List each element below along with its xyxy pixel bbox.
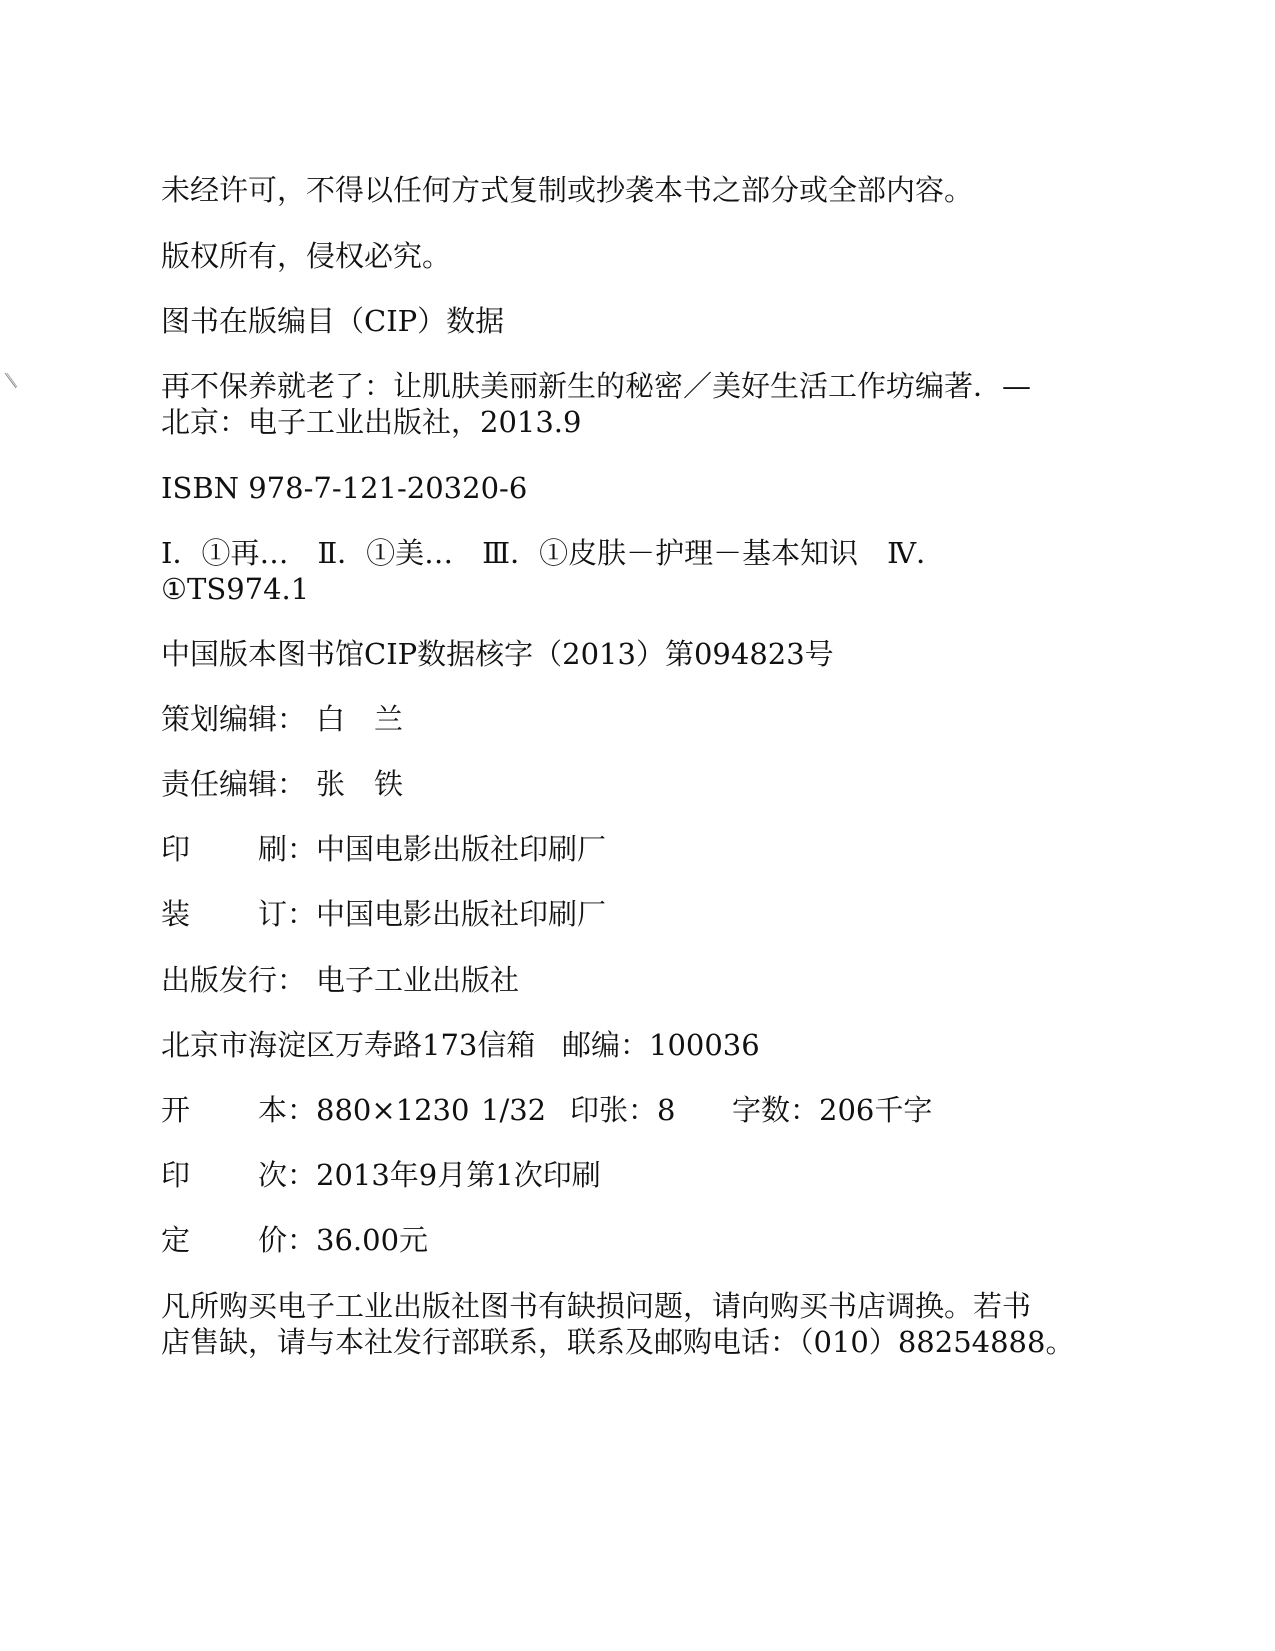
printing-label — [161, 831, 316, 867]
book-format — [161, 1092, 932, 1128]
planning-editor-value: 白 兰 — [316, 702, 404, 736]
price-label — [161, 1222, 316, 1258]
address: 北京市海淀区万寿路173信箱 — [161, 1028, 536, 1062]
scan-mark — [4, 372, 18, 390]
responsible-editor-label: 责任编辑： — [161, 767, 307, 801]
cip-title-line-1: 再不保养就老了：让肌肤美丽新生的秘密／美好生活工作坊编著．— — [161, 369, 1032, 403]
defect-notice-line-1: 凡所购买电子工业出版社图书有缺损问题，请向购买书店调换。若书 — [161, 1289, 1032, 1323]
isbn: ISBN 978-7-121-20320-6 — [161, 471, 528, 505]
price-value: 36.00元 — [316, 1223, 429, 1257]
responsible-editor — [161, 766, 403, 802]
binding — [161, 896, 606, 932]
planning-editor-label: 策划编辑： — [161, 702, 307, 736]
edition-label — [161, 1157, 316, 1193]
binding-label-a: 装 — [161, 897, 191, 931]
cip-classification — [161, 535, 1121, 607]
cip-record-number: 中国版本图书馆CIP数据核字（2013）第094823号 — [161, 637, 834, 671]
printing-label-a: 印 — [161, 832, 191, 866]
binding-label — [161, 896, 316, 932]
edition-label-b: 次： — [257, 1158, 316, 1192]
cip-title-line-2: 北京：电子工业出版社，2013.9 — [161, 405, 582, 439]
defect-notice-line-2: 店售缺，请与本社发行部联系，联系及邮购电话：（010）88254888。 — [161, 1325, 1075, 1359]
format-fold: 1/32 — [481, 1093, 547, 1127]
edition — [161, 1157, 601, 1193]
price-label-a: 定 — [161, 1223, 191, 1257]
format-sheets: 印张：8 — [570, 1093, 676, 1127]
price-label-b: 价： — [257, 1223, 316, 1257]
publisher-value: 电子工业出版社 — [316, 963, 520, 997]
format-label-a: 开 — [161, 1093, 191, 1127]
format-label — [161, 1092, 316, 1128]
edition-value: 2013年9月第1次印刷 — [316, 1158, 601, 1192]
copyright-notice: 未经许可，不得以任何方式复制或抄袭本书之部分或全部内容。 — [161, 173, 974, 207]
postcode: 邮编：100036 — [562, 1028, 760, 1062]
cip-title-entry — [161, 368, 1121, 440]
rights-reserved: 版权所有，侵权必究。 — [161, 239, 452, 273]
cip-heading: 图书在版编目（CIP）数据 — [161, 304, 505, 338]
classification-line-2: ①TS974.1 — [161, 572, 310, 606]
binding-value: 中国电影出版社印刷厂 — [316, 897, 607, 931]
publisher — [161, 962, 519, 998]
printing-value: 中国电影出版社印刷厂 — [316, 832, 607, 866]
defect-notice — [161, 1288, 1121, 1360]
format-label-b: 本： — [257, 1093, 316, 1127]
edition-label-a: 印 — [161, 1158, 191, 1192]
binding-label-b: 订： — [257, 897, 316, 931]
printing — [161, 831, 606, 867]
printing-label-b: 刷： — [257, 832, 316, 866]
format-words: 字数：206千字 — [732, 1093, 933, 1127]
format-size: 880×1230 — [316, 1093, 470, 1127]
publisher-label: 出版发行： — [161, 963, 307, 997]
planning-editor — [161, 701, 403, 737]
price — [161, 1222, 428, 1258]
publisher-address — [161, 1027, 760, 1063]
classification-line-1: Ⅰ．①再… Ⅱ．①美… Ⅲ．①皮肤－护理－基本知识 Ⅳ． — [161, 536, 946, 570]
responsible-editor-value: 张 铁 — [316, 767, 404, 801]
